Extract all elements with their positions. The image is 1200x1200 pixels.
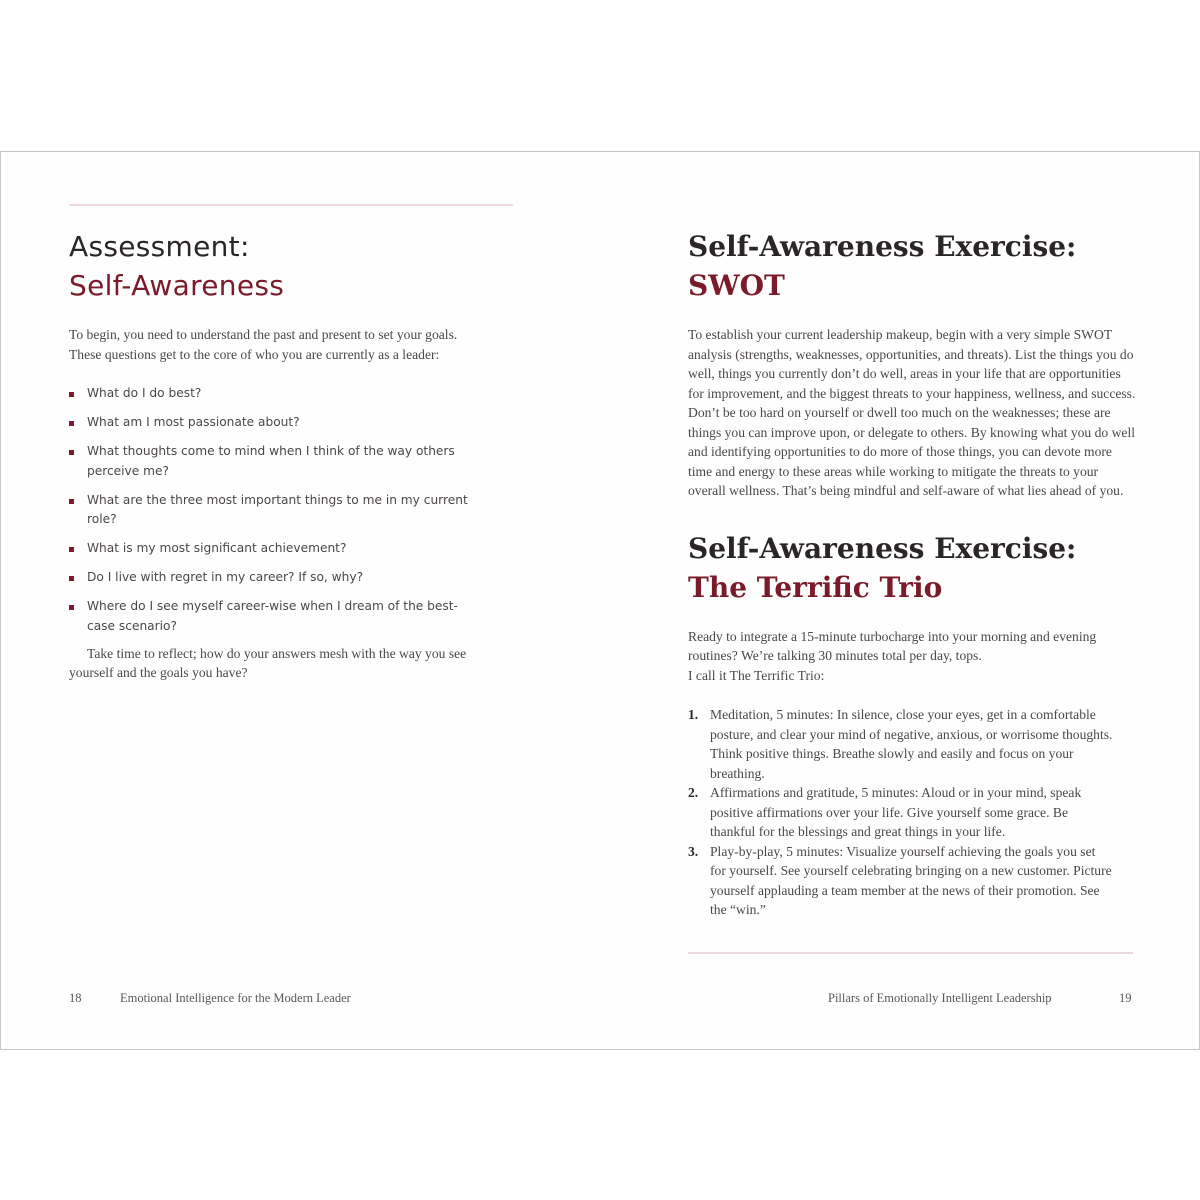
swot-paragraph: To establish your current leadership makeup, begin with a very simple SWOT analysis (strengths, weaknesses, opportunities, and threats). List the things you do well, things you currently don’t do well, areas in your life that are opportunities for improvement, and the biggest threats to your happiness, wellness, and success. Don’t be too hard on yourself or dwell too much on the weaknesses; these are things you can improve upon, or delegate to others. By knowing what you do well and identifying opportunities to do more of those things, you can devote more time and energy to these areas while working to mitigate the threats to your overall wellness. That’s being mindful and self-aware of what lies ahead of you. [688, 327, 1136, 498]
step-number: 2. [688, 785, 699, 800]
step-number: 3. [688, 843, 699, 859]
list-item: What am I most passionate about? [69, 413, 479, 433]
trio-subheading: The Terrific Trio [688, 570, 943, 604]
bullet-icon [69, 392, 74, 397]
trio-steps [688, 705, 1114, 920]
assessment-heading: Assessment: [69, 230, 250, 263]
left-page-number: 18 [69, 991, 82, 1005]
bullet-icon [69, 576, 74, 581]
left-footer-title: Emotional Intelligence for the Modern Leader [120, 991, 351, 1005]
trio-heading: Self-Awareness Exercise: [688, 531, 1077, 565]
left-top-rule [69, 204, 513, 206]
trio-intro-call: I call it The Terrific Trio: [688, 667, 825, 683]
self-awareness-heading: Self-Awareness [69, 269, 285, 302]
closing-paragraph: Take time to reflect; how do your answers mesh with the way you see yourself and the goals you have? [69, 645, 467, 680]
bullet-icon [69, 547, 74, 552]
trio-intro: Ready to integrate a 15-minute turbocharge into your morning and evening routines? We’re talking 30 minutes total per day, tops. [688, 628, 1097, 663]
swot-subheading: SWOT [688, 269, 785, 302]
list-item: Where do I see myself career-wise when I dream of the best-case scenario? [69, 597, 479, 636]
list-item: 3. Play-by-play, 5 minutes: Visualize yourself achieving the goals you set for yourself. See yourself celebrating bringing on a new customer. Picture yourself applauding a team member at the news of their promotion. See the “win.” [688, 843, 1112, 917]
bullet-icon [69, 421, 74, 426]
intro-paragraph: To begin, you need to understand the past and present to set your goals. These questions get to the core of who you are currently as a leader: [69, 327, 458, 362]
list-item: What is my most significant achievement? [69, 539, 479, 559]
bullet-icon [69, 605, 74, 610]
swot-heading: Self-Awareness Exercise: [688, 230, 1077, 263]
step-number: 1. [688, 707, 699, 722]
list-item: Do I live with regret in my career? If so, why? [69, 568, 479, 588]
list-item: 2. Affirmations and gratitude, 5 minutes: Aloud or in your mind, speak positive affirmations over your life. Give yourself some grace. Be thankful for the blessings and great things in your life. [688, 785, 1082, 839]
right-footer-title: Pillars of Emotionally Intelligent Leadership [828, 991, 1052, 1005]
list-item: What do I do best? [69, 384, 479, 404]
list-item: 1. Meditation, 5 minutes: In silence, close your eyes, get in a comfortable posture, and clear your mind of negative, anxious, or worrisome thoughts. Think positive things. Breathe slowly and easily and focus on your breathing. [688, 707, 1113, 781]
left-page [69, 227, 499, 683]
question-list [69, 384, 479, 636]
bullet-icon [69, 499, 74, 504]
right-page [688, 227, 1136, 920]
list-item: What thoughts come to mind when I think of the way others perceive me? [69, 442, 479, 481]
list-item: What are the three most important things to me in my current role? [69, 491, 479, 530]
right-bottom-rule [688, 952, 1133, 954]
bullet-icon [69, 450, 74, 455]
right-page-number: 19 [1119, 991, 1132, 1005]
